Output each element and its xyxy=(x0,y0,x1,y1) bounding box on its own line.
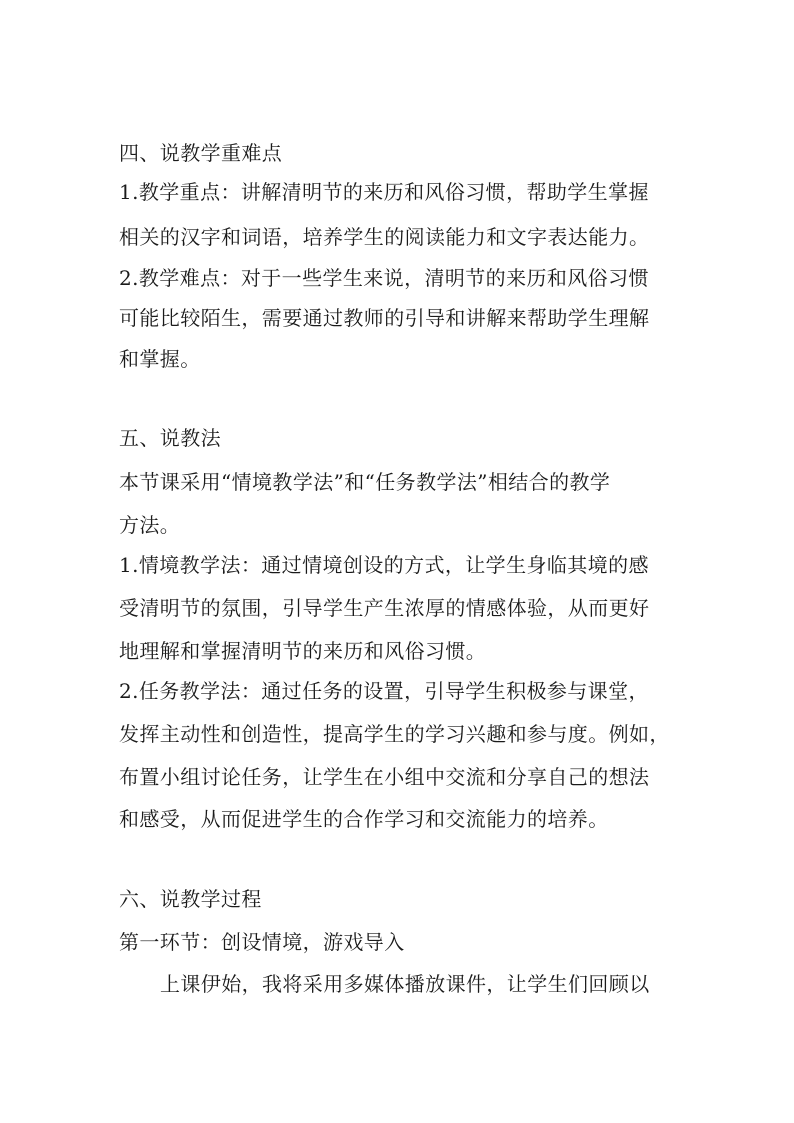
paragraph-line: 受清明节的氛围，引导学生产生浓厚的情感体验，从而更好 xyxy=(119,596,650,620)
paragraph-line: 发挥主动性和创造性，提高学生的学习兴趣和参与度。例如， xyxy=(119,722,670,746)
paragraph-line: 方法。 xyxy=(119,513,181,537)
section-heading-teaching-process: 六、说教学过程 xyxy=(119,887,262,911)
paragraph-line: 本节课采用“情境教学法”和“任务教学法”相结合的教学 xyxy=(119,470,611,494)
paragraph-line: 地理解和掌握清明节的来历和风俗习惯。 xyxy=(119,639,487,663)
paragraph-line: 相关的汉字和词语，培养学生的阅读能力和文字表达能力。 xyxy=(119,225,650,249)
section-heading-teaching-key-points: 四、说教学重难点 xyxy=(119,141,283,165)
paragraph-line: 1.教学重点：讲解清明节的来历和风俗习惯，帮助学生掌握 xyxy=(119,180,649,204)
paragraph-line: 2.教学难点：对于一些学生来说，清明节的来历和风俗习惯 xyxy=(119,266,649,290)
paragraph-line: 1.情境教学法：通过情境创设的方式，让学生身临其境的感 xyxy=(119,553,649,577)
paragraph-line: 2.任务教学法：通过任务的设置，引导学生积极参与课堂， xyxy=(119,679,649,703)
paragraph-line: 和感受，从而促进学生的合作学习和交流能力的培养。 xyxy=(119,807,609,831)
paragraph-line: 布置小组讨论任务，让学生在小组中交流和分享自己的想法 xyxy=(119,765,650,789)
paragraph-line: 上课伊始，我将采用多媒体播放课件，让学生们回顾以 xyxy=(160,972,650,996)
subsection-heading: 第一环节：创设情境，游戏导入 xyxy=(119,930,405,954)
paragraph-line: 和掌握。 xyxy=(119,347,201,371)
paragraph-line: 可能比较陌生，需要通过教师的引导和讲解来帮助学生理解 xyxy=(119,306,650,330)
section-heading-teaching-methods: 五、说教法 xyxy=(119,426,221,450)
